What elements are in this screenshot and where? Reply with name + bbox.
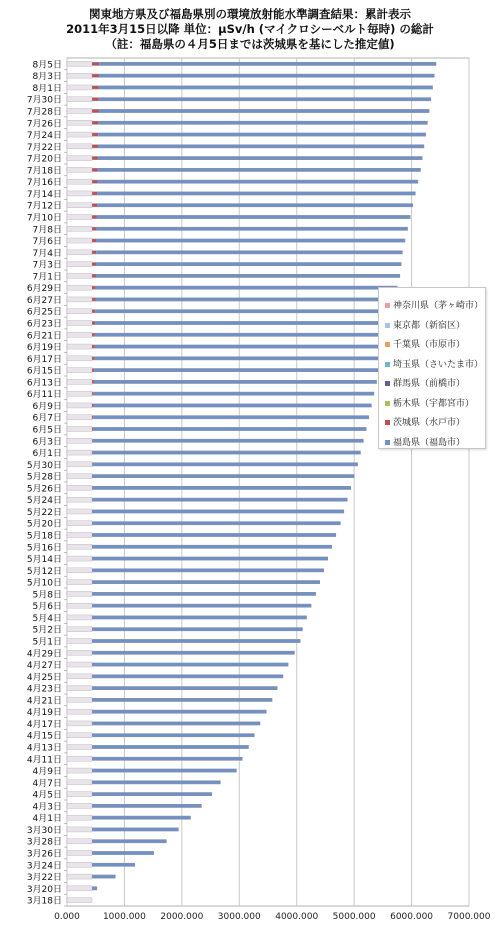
y-tick-label: 5月22日: [26, 507, 62, 518]
legend-swatch: [385, 381, 390, 386]
y-tick-label: 5月2日: [32, 625, 62, 636]
bar-stub: [67, 415, 92, 420]
bar-segment: [97, 215, 410, 218]
bar-stub: [67, 603, 92, 608]
y-tick-label: 4月9日: [32, 767, 62, 778]
y-tick-label: 8月5日: [32, 60, 62, 71]
bar-stub: [67, 356, 92, 361]
y-tick-label: 8月1日: [32, 83, 62, 94]
bar-stub: [67, 297, 92, 302]
bar-segment: [97, 204, 413, 207]
bar-stub: [67, 639, 92, 644]
y-tick-label: 7月28日: [26, 107, 62, 118]
bar-segment: [95, 321, 389, 324]
bar-segment: [92, 486, 351, 489]
bar-stub: [67, 697, 92, 702]
y-tick-label: 5月20日: [26, 519, 62, 530]
legend-swatch: [385, 420, 390, 425]
legend-label: 埼玉県（さいたま市）: [393, 359, 484, 370]
x-tick-label: 5000.000: [332, 912, 376, 922]
y-tick-label: 8月3日: [32, 72, 62, 83]
legend-label: 東京都（新宿区）: [393, 320, 466, 331]
bar-segment: [78, 816, 191, 819]
legend-swatch: [385, 342, 390, 347]
legend-swatch: [385, 401, 390, 406]
bar-segment: [89, 581, 320, 584]
y-tick-label: 6月29日: [26, 284, 62, 295]
bar-segment: [95, 333, 387, 336]
bar-stub: [67, 462, 92, 467]
bar-segment: [96, 239, 405, 242]
y-tick-label: 4月7日: [32, 778, 62, 789]
bar-stub: [67, 85, 92, 90]
bar-segment: [99, 98, 431, 101]
bar-segment: [90, 557, 328, 560]
y-tick-label: 6月17日: [26, 354, 62, 365]
bar-stub: [67, 344, 92, 349]
bar-stub: [67, 97, 92, 102]
bar-stub: [67, 568, 92, 573]
y-tick-label: 5月28日: [26, 472, 62, 483]
bar-stub: [67, 144, 92, 149]
bar-segment: [97, 227, 408, 230]
bar-segment: [80, 793, 212, 796]
bar-stub: [67, 627, 92, 632]
legend-swatch: [385, 362, 390, 367]
y-tick-label: 5月14日: [26, 555, 62, 566]
bar-segment: [99, 62, 436, 65]
bar-stub: [67, 650, 92, 655]
bar-stub: [67, 438, 92, 443]
bar-stub: [67, 591, 92, 596]
bar-segment: [93, 404, 371, 407]
y-tick-label: 6月7日: [32, 413, 62, 424]
bar-segment: [92, 463, 357, 466]
y-tick-label: 4月21日: [26, 696, 62, 707]
bar-segment: [84, 722, 260, 725]
y-tick-label: 7月14日: [26, 189, 62, 200]
bar-segment: [92, 475, 354, 478]
bar-segment: [93, 451, 361, 454]
bar-segment: [85, 698, 272, 701]
y-tick-label: 7月3日: [32, 260, 62, 271]
bar-segment: [97, 192, 415, 195]
bar-stub: [67, 450, 92, 455]
bar-segment: [90, 533, 335, 536]
y-tick-label: 7月18日: [26, 166, 62, 177]
legend-item: [385, 396, 474, 409]
bar-stub: [67, 403, 92, 408]
legend-item: [385, 376, 465, 389]
bar-segment: [91, 510, 344, 513]
bar-segment: [96, 251, 402, 254]
bar-stub: [67, 132, 92, 137]
bar-stub: [67, 874, 92, 879]
bar-segment: [87, 639, 300, 642]
y-tick-label: 3月24日: [26, 861, 62, 872]
bar-segment: [99, 74, 434, 77]
bar-stub: [67, 745, 92, 750]
y-tick-label: 7月8日: [32, 225, 62, 236]
bar-stub: [67, 427, 92, 432]
bar-segment: [86, 675, 283, 678]
bar-segment: [98, 157, 422, 160]
bar-segment: [79, 804, 202, 807]
bar-stub: [67, 768, 92, 773]
bar-stub: [67, 756, 92, 761]
bar-stub: [67, 733, 92, 738]
y-tick-label: 3月30日: [26, 825, 62, 836]
bar-segment: [99, 109, 430, 112]
legend-label: 福島県（福島市）: [393, 437, 466, 448]
bar-segment: [84, 710, 266, 713]
y-tick-label: 6月23日: [26, 319, 62, 330]
y-tick-label: 7月4日: [32, 248, 62, 259]
y-tick-label: 5月1日: [32, 637, 62, 648]
bar-stub: [67, 839, 92, 844]
y-tick-label: 4月29日: [26, 649, 62, 660]
y-tick-label: 6月9日: [32, 401, 62, 412]
bar-stub: [67, 721, 92, 726]
y-tick-label: 5月4日: [32, 613, 62, 624]
y-tick-label: 6月3日: [32, 437, 62, 448]
bar-stub: [67, 321, 92, 326]
bar-stub: [67, 886, 92, 891]
legend-item: [385, 435, 465, 448]
bar-segment: [94, 369, 379, 372]
bar-segment: [93, 439, 364, 442]
legend-item: [385, 318, 465, 331]
y-tick-label: 7月20日: [26, 154, 62, 165]
y-tick-label: 4月23日: [26, 684, 62, 695]
y-tick-label: 7月22日: [26, 142, 62, 153]
bar-stub: [67, 792, 92, 797]
y-tick-label: 4月11日: [26, 755, 62, 766]
legend-item: [385, 357, 483, 370]
bar-stub: [67, 815, 92, 820]
bar-stub: [67, 474, 92, 479]
bar-stub: [67, 521, 92, 526]
chart-title-line-3: （註：福島県の４月5日までは茨城県を基にした推定値): [105, 37, 395, 51]
x-tick-label: 1000.000: [102, 912, 146, 922]
bar-stub: [67, 780, 92, 785]
y-tick-label: 6月11日: [26, 390, 62, 401]
legend-label: 栃木県（宇都宮市）: [393, 398, 475, 409]
y-tick-label: 5月24日: [26, 496, 62, 507]
bar-segment: [98, 180, 418, 183]
y-tick-label: 3月28日: [26, 837, 62, 848]
bar-segment: [95, 345, 385, 348]
bar-stub: [67, 250, 92, 255]
bar-stub: [67, 497, 92, 502]
legend-item: [385, 415, 465, 428]
bar-stub: [67, 615, 92, 620]
y-tick-label: 7月10日: [26, 213, 62, 224]
y-tick-label: 7月16日: [26, 178, 62, 189]
bar-segment: [95, 310, 392, 313]
bar-stub: [67, 391, 92, 396]
y-tick-label: 3月20日: [26, 884, 62, 895]
bar-segment: [91, 498, 347, 501]
x-tick-label: 0.000: [54, 912, 80, 922]
legend-label: 神奈川県（茅ヶ崎市）: [393, 301, 484, 311]
bar-stub: [67, 309, 92, 314]
y-tick-label: 6月15日: [26, 366, 62, 377]
bar-stub: [67, 533, 92, 538]
bar-stub: [67, 851, 92, 856]
bar-segment: [89, 569, 323, 572]
y-tick-label: 7月12日: [26, 201, 62, 212]
y-tick-label: 5月16日: [26, 543, 62, 554]
bar-stub: [67, 262, 92, 267]
bar-segment: [87, 628, 302, 631]
bar-stub: [67, 285, 92, 290]
bar-stub: [67, 109, 92, 114]
legend: [378, 287, 486, 449]
y-tick-label: 3月18日: [26, 896, 62, 907]
bar-stub: [67, 803, 92, 808]
bar-segment: [99, 86, 433, 89]
bar-segment: [90, 545, 332, 548]
bar-segment: [96, 274, 400, 277]
y-tick-label: 3月26日: [26, 849, 62, 860]
bar-stub: [67, 332, 92, 337]
y-tick-label: 5月30日: [26, 460, 62, 471]
x-tick-label: 3000.000: [217, 912, 261, 922]
y-tick-label: 5月18日: [26, 531, 62, 542]
y-tick-label: 4月15日: [26, 731, 62, 742]
bar-segment: [94, 392, 374, 395]
y-tick-label: 6月25日: [26, 307, 62, 318]
x-tick-label: 2000.000: [160, 912, 204, 922]
bar-stub: [67, 509, 92, 514]
legend-label: 茨城県（水戸市）: [393, 418, 466, 428]
chart-title-line-1: 関東地方県及び福島県別の環境放射能水準調査結果：累計表示: [89, 7, 411, 21]
y-tick-label: 6月13日: [26, 378, 62, 389]
y-tick-label: 6月27日: [26, 295, 62, 306]
bar-stub: [67, 485, 92, 490]
bar-segment: [98, 168, 421, 171]
legend-label: 千葉県（市原市）: [393, 340, 466, 350]
x-tick-label: 4000.000: [275, 912, 319, 922]
y-tick-label: 7月6日: [32, 237, 62, 248]
plot-frame: [67, 58, 469, 906]
bar-stub: [67, 544, 92, 549]
bar-segment: [91, 522, 341, 525]
legend-swatch: [385, 323, 390, 328]
bar-stub: [67, 156, 92, 161]
bar-stub: [67, 556, 92, 561]
legend-label: 群馬県（前橋市）: [393, 379, 466, 389]
bar-segment: [80, 781, 220, 784]
bar-stub: [67, 226, 92, 231]
bar-stub: [67, 179, 92, 184]
bar-stub: [67, 215, 92, 220]
legend-item: [385, 298, 483, 311]
bar-stub: [67, 191, 92, 196]
y-tick-label: 4月13日: [26, 743, 62, 754]
bar-segment: [93, 416, 369, 419]
y-tick-label: 4月1日: [32, 814, 62, 825]
bar-segment: [89, 592, 316, 595]
bar-stub: [67, 709, 92, 714]
y-tick-label: 6月21日: [26, 331, 62, 342]
y-tick-label: 4月25日: [26, 672, 62, 683]
bar-stub: [67, 73, 92, 78]
bar-stub: [67, 167, 92, 172]
bar-segment: [96, 298, 395, 301]
y-tick-label: 6月19日: [26, 343, 62, 354]
bar-stub: [67, 273, 92, 278]
bar-segment: [82, 757, 242, 760]
y-tick-label: 4月27日: [26, 661, 62, 672]
bar-segment: [86, 663, 288, 666]
bar-stub: [67, 61, 92, 66]
bar-segment: [96, 263, 401, 266]
y-tick-label: 5月6日: [32, 602, 62, 613]
bar-stub: [67, 862, 92, 867]
bar-stub: [67, 580, 92, 585]
legend-swatch: [385, 303, 390, 308]
bar-stub: [67, 368, 92, 373]
bar-stub: [67, 662, 92, 667]
bar-segment: [94, 357, 381, 360]
x-tick-label: 7000.000: [447, 912, 491, 922]
y-tick-label: 4月5日: [32, 790, 62, 801]
bar-stub: [67, 827, 92, 832]
bar-segment: [88, 604, 311, 607]
y-tick-label: 7月26日: [26, 119, 62, 130]
bar-stub: [67, 238, 92, 243]
y-tick-label: 7月1日: [32, 272, 62, 283]
chart-title-line-2: 2011年3月15日以降 単位：μSv/h (マイクロシーベルト毎時) の総計: [66, 22, 434, 36]
bar-segment: [83, 734, 254, 737]
bar-segment: [96, 286, 397, 289]
bar-segment: [87, 651, 295, 654]
legend-item: [385, 337, 465, 350]
y-tick-label: 5月12日: [26, 566, 62, 577]
bar-stub: [67, 120, 92, 125]
y-tick-label: 4月19日: [26, 708, 62, 719]
y-tick-label: 5月8日: [32, 590, 62, 601]
bar-segment: [83, 745, 249, 748]
y-tick-label: 7月24日: [26, 131, 62, 142]
y-tick-label: 3月22日: [26, 873, 62, 884]
bar-segment: [88, 616, 307, 619]
y-tick-label: 6月5日: [32, 425, 62, 436]
y-tick-label: 5月10日: [26, 578, 62, 589]
bar-stub: [67, 379, 92, 384]
bar-segment: [98, 133, 425, 136]
bar-segment: [98, 145, 424, 148]
bar-stub: [67, 203, 92, 208]
y-tick-label: 7月30日: [26, 95, 62, 106]
bar-segment: [93, 427, 366, 430]
bar-stub: [67, 898, 92, 903]
bar-segment: [82, 769, 237, 772]
y-tick-label: 4月17日: [26, 719, 62, 730]
bar-stub: [67, 686, 92, 691]
bar-segment: [85, 687, 277, 690]
bar-segment: [94, 380, 377, 383]
legend-swatch: [385, 440, 390, 445]
y-tick-label: 5月26日: [26, 484, 62, 495]
bar-stub: [67, 674, 92, 679]
bar-segment: [98, 121, 427, 124]
y-tick-label: 4月3日: [32, 802, 62, 813]
y-tick-label: 6月1日: [32, 449, 62, 460]
x-tick-label: 6000.000: [390, 912, 434, 922]
